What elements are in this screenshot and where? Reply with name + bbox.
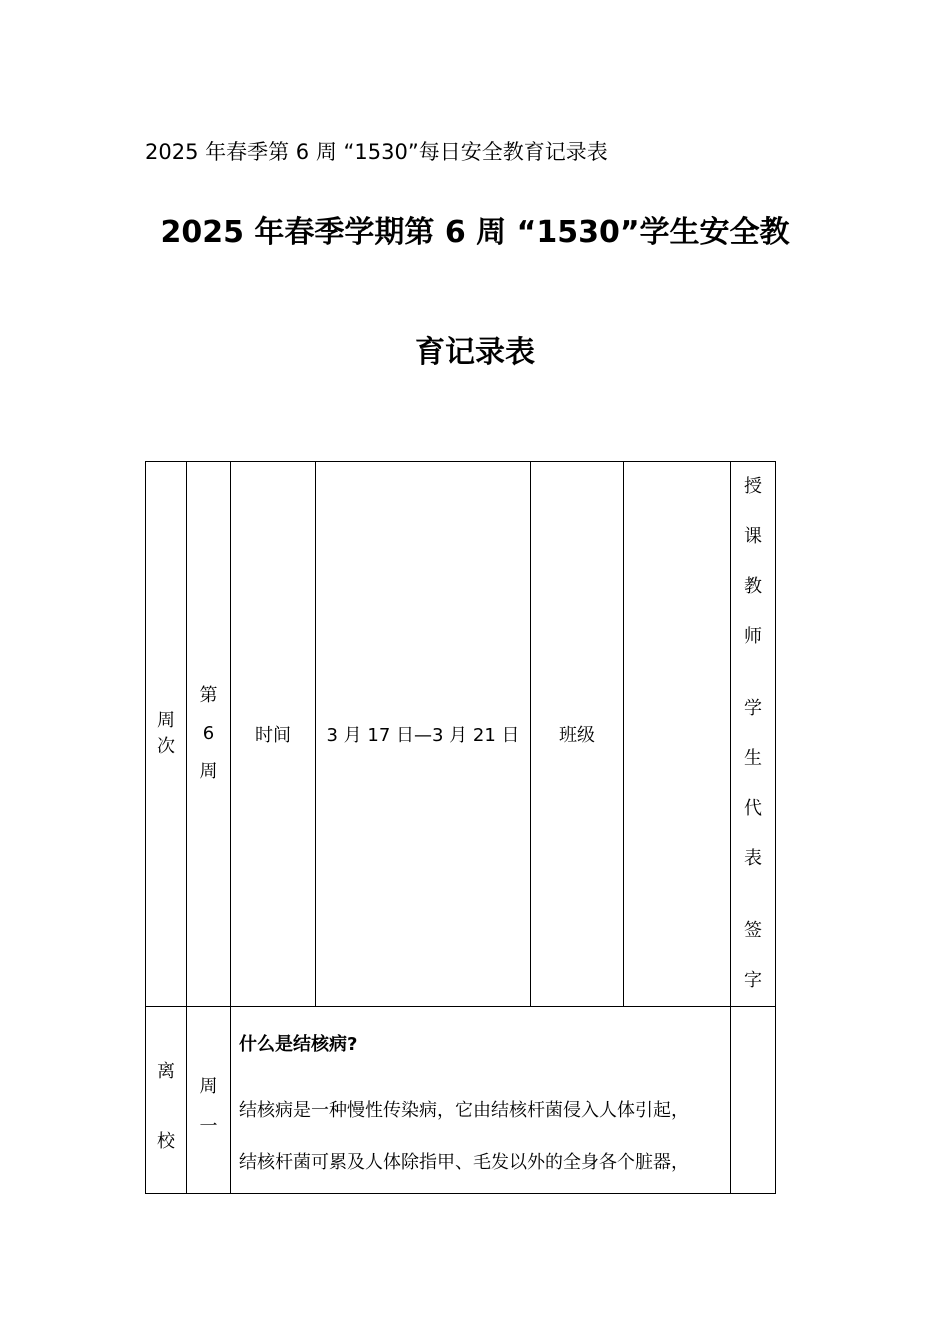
lesson-heading: 什么是结核病? <box>239 1034 358 1055</box>
class-label-cell: 班级 <box>531 462 624 1007</box>
category-cell <box>146 1007 187 1194</box>
class-value-cell[interactable] <box>624 462 731 1007</box>
sign-char: 签 <box>744 920 762 941</box>
week-label-char: 次 <box>157 736 175 757</box>
day-char: 周 <box>199 1076 218 1097</box>
category-char: 离 <box>157 1061 175 1082</box>
table-header-row <box>146 462 776 1007</box>
lesson-content-cell <box>231 1007 731 1194</box>
signature-cell[interactable] <box>731 1007 776 1194</box>
day-cell <box>187 1007 231 1194</box>
document-title-line-2: 育记录表 <box>415 335 535 370</box>
document-subtitle: 2025 年春季第 6 周 “1530”每日安全教育记录表 <box>145 140 608 164</box>
lesson-line: 结核杆菌可累及人体除指甲、毛发以外的全身各个脏器， <box>239 1152 689 1173</box>
day-char: 一 <box>199 1116 218 1137</box>
time-value-cell: 3 月 17 日—3 月 21 日 <box>316 462 531 1007</box>
sign-char: 师 <box>744 626 762 647</box>
signature-label-cell <box>731 462 776 1007</box>
sign-char: 学 <box>744 698 762 719</box>
safety-record-table <box>145 461 776 1194</box>
sign-char: 生 <box>744 748 762 769</box>
table-row <box>146 1007 776 1194</box>
sign-char: 授 <box>744 476 762 497</box>
category-char: 校 <box>157 1131 175 1152</box>
spacer <box>731 662 775 684</box>
week-value-cell <box>187 462 231 1007</box>
time-label-cell: 时间 <box>231 462 316 1007</box>
sign-char: 表 <box>744 848 762 869</box>
week-label-cell <box>146 462 187 1007</box>
document-title-line-1: 2025 年春季学期第 6 周 “1530”学生安全教 <box>160 215 790 250</box>
spacer <box>731 884 775 906</box>
sign-char: 课 <box>744 526 762 547</box>
sign-char: 代 <box>744 798 762 819</box>
week-value-char: 6 <box>202 723 215 744</box>
sign-char: 字 <box>744 970 762 991</box>
week-value-char: 周 <box>199 761 218 782</box>
lesson-line: 结核病是一种慢性传染病，它由结核杆菌侵入人体引起， <box>239 1100 689 1121</box>
sign-char: 教 <box>744 576 762 597</box>
week-label-char: 周 <box>157 710 175 731</box>
week-value-char: 第 <box>199 685 218 706</box>
